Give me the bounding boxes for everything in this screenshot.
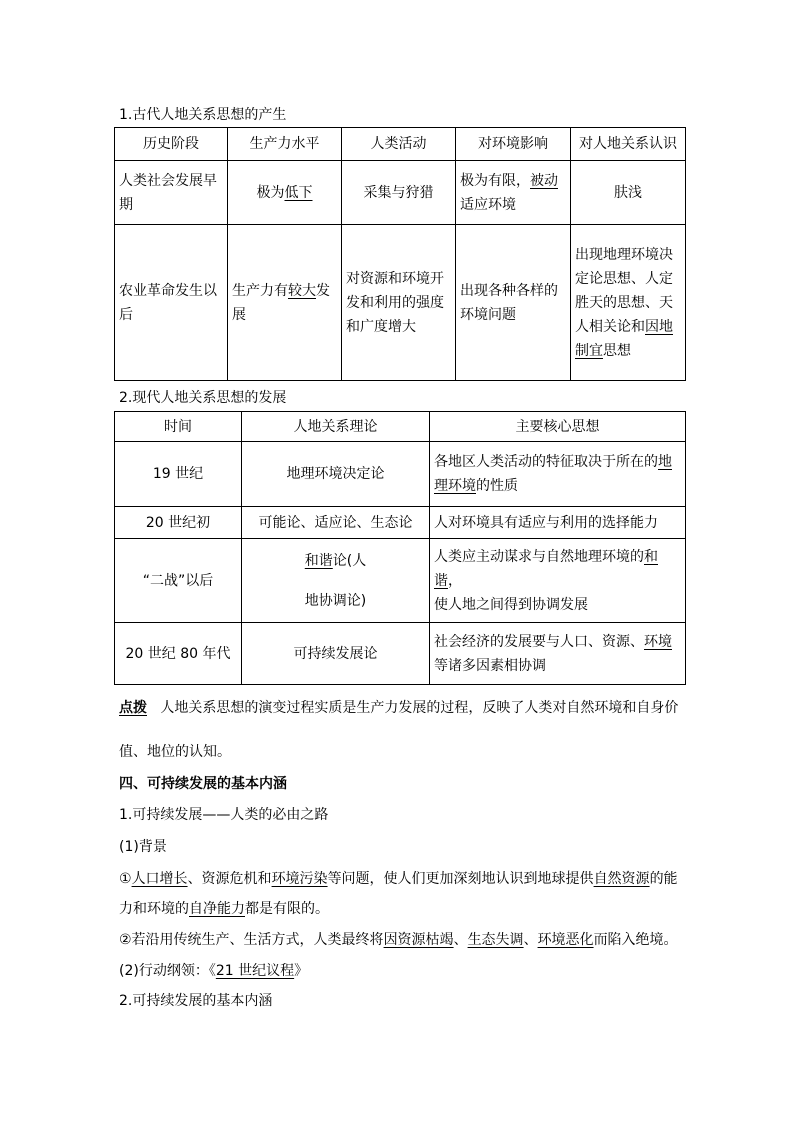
cell-text: ， xyxy=(448,572,462,589)
section2-title: 2.现代人地关系思想的发展 xyxy=(119,390,287,406)
para-text: 、 xyxy=(453,932,468,948)
cell-line: 人类社会发展早 xyxy=(119,172,217,189)
table2-cell-theory xyxy=(242,539,430,623)
cell-line: 发和利用的强度 xyxy=(346,294,444,311)
para-text: (2)行动纲领：《 xyxy=(119,963,216,979)
table1-row-agriculture xyxy=(115,225,686,381)
table2-cell-idea xyxy=(430,539,686,623)
table2-cell-time: 20 世纪初 xyxy=(115,507,242,539)
table2-cell-time: 19 世纪 xyxy=(115,442,242,507)
cell-text: 极为 xyxy=(256,184,285,201)
underlined-answer: 低下 xyxy=(284,184,313,201)
cell-line: 农业革命发生以 xyxy=(119,282,217,299)
cell-line: 展 xyxy=(232,306,246,323)
table2-cell-theory: 可持续发展论 xyxy=(242,623,430,685)
table2-header-theory: 人地关系理论 xyxy=(242,412,430,442)
para-text: 力和环境的 xyxy=(119,901,189,917)
background-point-2 xyxy=(119,930,678,950)
cell-line xyxy=(232,279,337,303)
cell-line: 定论思想、人定 xyxy=(575,270,673,287)
section4-subtitle-1: 1.可持续发展——人类的必由之路 xyxy=(119,807,329,823)
table1-header-activity: 人类活动 xyxy=(342,128,456,161)
underlined-answer: 生态失调 xyxy=(467,932,524,948)
modern-relations-table xyxy=(114,411,686,685)
table2-cell-time: 20 世纪 80 年代 xyxy=(115,623,242,685)
table1-cell-stage xyxy=(115,225,228,381)
cell-line xyxy=(434,450,681,474)
underlined-answer: 和谐 xyxy=(434,548,658,589)
table2-row-19c xyxy=(115,442,686,507)
para-text: 的能 xyxy=(649,871,678,887)
cell-text: 人相关论和 xyxy=(575,318,645,335)
cell-line: 等诸多因素相协调 xyxy=(434,657,546,674)
underlined-answer: 制宜 xyxy=(575,342,603,359)
underlined-answer: 和谐 xyxy=(304,552,333,569)
table1-cell-productivity xyxy=(228,161,342,225)
note-line-1 xyxy=(119,698,678,718)
table1-cell-impact xyxy=(456,225,571,381)
table2-cell-theory: 地理环境决定论 xyxy=(242,442,430,507)
table2-cell-idea xyxy=(430,442,686,507)
table1-cell-impact xyxy=(456,161,571,225)
cell-line: 适应环境 xyxy=(460,196,516,213)
cell-line: 地协调论) xyxy=(304,592,367,609)
cell-text: 社会经济的发展要与人口、资源、 xyxy=(434,633,644,650)
table1-cell-view xyxy=(571,225,686,381)
para-text: 、 xyxy=(523,932,538,948)
cell-line: 环境问题 xyxy=(460,306,516,323)
table2-cell-idea xyxy=(430,623,686,685)
table2-row-1980s xyxy=(115,623,686,685)
cell-line: 期 xyxy=(119,196,133,213)
cell-line xyxy=(434,630,681,654)
cell-line xyxy=(575,315,681,339)
ancient-relations-table xyxy=(114,127,686,381)
note-line-2: 值、地位的认知。 xyxy=(119,744,231,760)
table1-cell-stage xyxy=(115,161,228,225)
table2-cell-time: “二战”以后 xyxy=(115,539,242,623)
underlined-answer: 自然资源 xyxy=(593,871,650,887)
background-point-1-line-1 xyxy=(119,869,678,889)
note-label: 点拨 xyxy=(119,700,147,716)
para-text: 都是有限的。 xyxy=(245,901,329,917)
action-program-line xyxy=(119,961,308,981)
underlined-answer: 环境污染 xyxy=(271,871,328,887)
table2-header-row xyxy=(115,412,686,442)
cell-text: 发 xyxy=(316,282,330,299)
table2-cell-theory: 可能论、适应论、生态论 xyxy=(242,507,430,539)
underlined-answer: 理环境 xyxy=(434,478,476,494)
cell-line xyxy=(434,545,681,593)
table2-cell-idea: 人对环境具有适应与利用的选择能力 xyxy=(430,507,686,539)
cell-line: 出现各种各样的 xyxy=(460,282,558,299)
underlined-answer: 因资源枯竭 xyxy=(383,932,454,948)
underlined-answer: 环境 xyxy=(644,633,672,650)
table1-header-row xyxy=(115,128,686,161)
table1-cell-activity: 采集与狩猎 xyxy=(342,161,456,225)
underlined-answer: 被动 xyxy=(530,172,558,189)
cell-line: 和广度增大 xyxy=(346,318,416,335)
section4-subtitle-2: 2.可持续发展的基本内涵 xyxy=(119,993,273,1009)
underlined-answer: 因地 xyxy=(645,318,673,335)
table2-row-postwar xyxy=(115,539,686,623)
cell-line xyxy=(575,339,681,363)
table1-cell-view: 肤浅 xyxy=(571,161,686,225)
cell-line: 使人地之间得到协调发展 xyxy=(434,596,588,613)
underlined-answer: 较大 xyxy=(288,282,316,299)
table1-cell-productivity xyxy=(228,225,342,381)
cell-line: 对资源和环境开 xyxy=(346,270,444,287)
cell-line xyxy=(246,541,425,581)
para-text: 等问题，使人们更加深刻地认识到地球提供 xyxy=(327,871,594,887)
table2-header-idea: 主要核心思想 xyxy=(430,412,686,442)
para-text: 而陷入绝境。 xyxy=(593,932,678,948)
underlined-answer: 自净能力 xyxy=(189,901,245,917)
cell-text: 生产力有 xyxy=(232,282,288,299)
para-text: 》 xyxy=(294,963,309,979)
table2-row-early20c xyxy=(115,507,686,539)
cell-text: 论(人 xyxy=(332,552,367,569)
para-text: ① xyxy=(119,871,132,887)
underlined-answer: 21 世纪议程 xyxy=(215,963,295,979)
para-text: 、资源危机和 xyxy=(187,871,272,887)
table1-cell-activity xyxy=(342,225,456,381)
cell-text: 极为有限， xyxy=(460,172,530,189)
background-heading: (1)背景 xyxy=(119,839,167,855)
cell-text: 人类应主动谋求与自然地理环境的 xyxy=(434,548,644,565)
table1-header-impact: 对环境影响 xyxy=(456,128,571,161)
cell-line xyxy=(460,169,566,193)
cell-line: 后 xyxy=(119,306,133,323)
background-point-1-line-2 xyxy=(119,899,329,919)
section1-title: 1.古代人地关系思想的产生 xyxy=(119,107,287,123)
underlined-answer: 环境恶化 xyxy=(537,932,594,948)
cell-line xyxy=(434,474,681,498)
table1-header-view: 对人地关系认识 xyxy=(571,128,686,161)
table1-header-stage: 历史阶段 xyxy=(115,128,228,161)
underlined-answer: 地 xyxy=(658,454,672,470)
section4-title: 四、可持续发展的基本内涵 xyxy=(119,776,287,792)
table1-header-productivity: 生产力水平 xyxy=(228,128,342,161)
cell-text: 的性质 xyxy=(476,478,518,494)
cell-line: 出现地理环境决 xyxy=(575,246,673,263)
table1-row-early xyxy=(115,161,686,225)
para-text: ②若沿用传统生产、生活方式，人类最终将 xyxy=(119,932,384,948)
cell-line: 胜天的思想、天 xyxy=(575,294,673,311)
note-text: 人地关系思想的演变过程实质是生产力发展的过程，反映了人类对自然环境和自身价 xyxy=(160,700,679,716)
cell-text: 各地区人类活动的特征取决于所在的 xyxy=(434,454,658,470)
table2-header-time: 时间 xyxy=(115,412,242,442)
underlined-answer: 人口增长 xyxy=(131,871,188,887)
cell-text: 思想 xyxy=(603,342,631,359)
